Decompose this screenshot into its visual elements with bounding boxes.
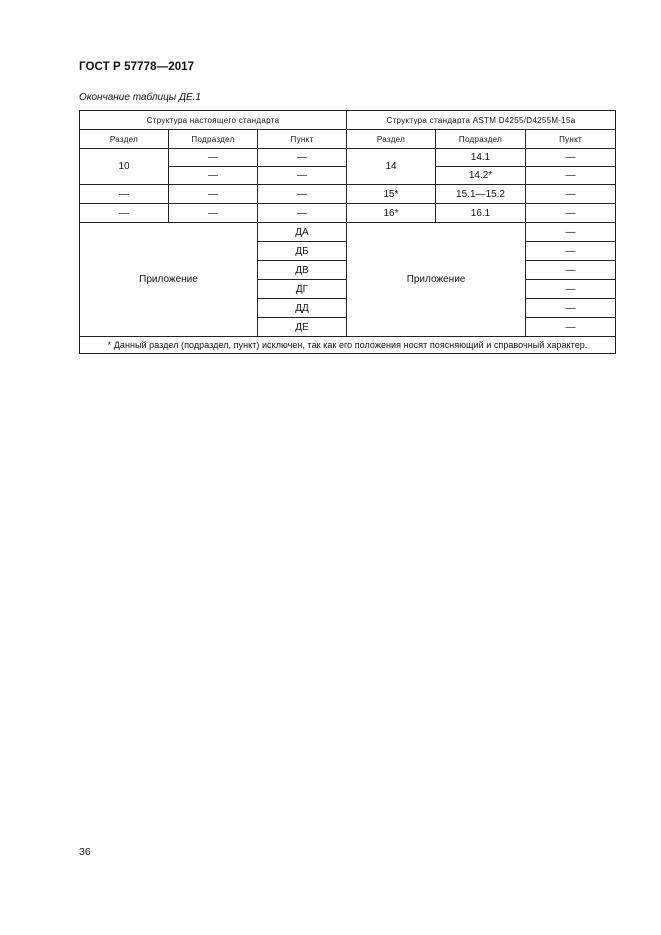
appendix-left-label: Приложение [80, 223, 258, 337]
cell-astm-punkt: — [526, 185, 616, 204]
table-footnote-row [80, 337, 616, 354]
cell-appendix-item: ДА [258, 223, 347, 242]
cell-podrazdel: — [169, 149, 258, 167]
cell-razdel: 10 [80, 149, 169, 185]
cell-astm-podrazdel: 14.2* [436, 167, 526, 185]
appendix-right-label: Приложение [347, 223, 526, 337]
cell-razdel: — [80, 185, 169, 204]
cell-appendix-item: ДЕ [258, 318, 347, 337]
cell-podrazdel: — [169, 204, 258, 223]
cell-punkt: — [258, 149, 347, 167]
table-column-header-row [80, 130, 616, 149]
cell-astm-punkt: — [526, 318, 616, 337]
group-right-header: Структура стандарта ASTM D4255/D4255M-15a [347, 111, 616, 130]
col-header-astm-razdel: Раздел [347, 130, 436, 149]
cell-astm-punkt: — [526, 280, 616, 299]
cell-podrazdel: — [169, 167, 258, 185]
cell-astm-punkt: — [526, 204, 616, 223]
table-caption: Окончание таблицы ДЕ.1 [79, 92, 201, 103]
cell-punkt: — [258, 204, 347, 223]
cell-razdel: — [80, 204, 169, 223]
table-row [80, 185, 616, 204]
cell-podrazdel: — [169, 185, 258, 204]
cell-astm-punkt: — [526, 299, 616, 318]
cell-astm-punkt: — [526, 223, 616, 242]
cell-appendix-item: ДБ [258, 242, 347, 261]
cell-astm-razdel: 16* [347, 204, 436, 223]
cell-astm-punkt: — [526, 149, 616, 167]
cell-astm-podrazdel: 15.1—15.2 [436, 185, 526, 204]
table-row [80, 149, 616, 167]
table-group-header-row [80, 111, 616, 130]
col-header-astm-punkt: Пункт [526, 130, 616, 149]
page-number: 36 [79, 846, 91, 858]
document-header: ГОСТ Р 57778—2017 [79, 61, 195, 73]
cell-astm-punkt: — [526, 261, 616, 280]
cell-astm-punkt: — [526, 167, 616, 185]
cell-appendix-item: ДД [258, 299, 347, 318]
cell-astm-razdel: 15* [347, 185, 436, 204]
cell-appendix-item: ДГ [258, 280, 347, 299]
col-header-punkt: Пункт [258, 130, 347, 149]
cell-astm-podrazdel: 14.1 [436, 149, 526, 167]
cell-punkt: — [258, 167, 347, 185]
col-header-astm-podrazdel: Подраздел [436, 130, 526, 149]
table-row [80, 204, 616, 223]
cell-punkt: — [258, 185, 347, 204]
cell-astm-punkt: — [526, 242, 616, 261]
cell-astm-razdel: 14 [347, 149, 436, 185]
comparison-table [79, 110, 616, 354]
cell-appendix-item: ДВ [258, 261, 347, 280]
table-row [80, 223, 616, 242]
col-header-podrazdel: Подраздел [169, 130, 258, 149]
col-header-razdel: Раздел [80, 130, 169, 149]
cell-astm-podrazdel: 16.1 [436, 204, 526, 223]
group-left-header: Структура настоящего стандарта [80, 111, 347, 130]
table-footnote: * Данный раздел (подраздел, пункт) исключен, так как его положения носят поясняющий и справочный характер. [80, 337, 616, 354]
